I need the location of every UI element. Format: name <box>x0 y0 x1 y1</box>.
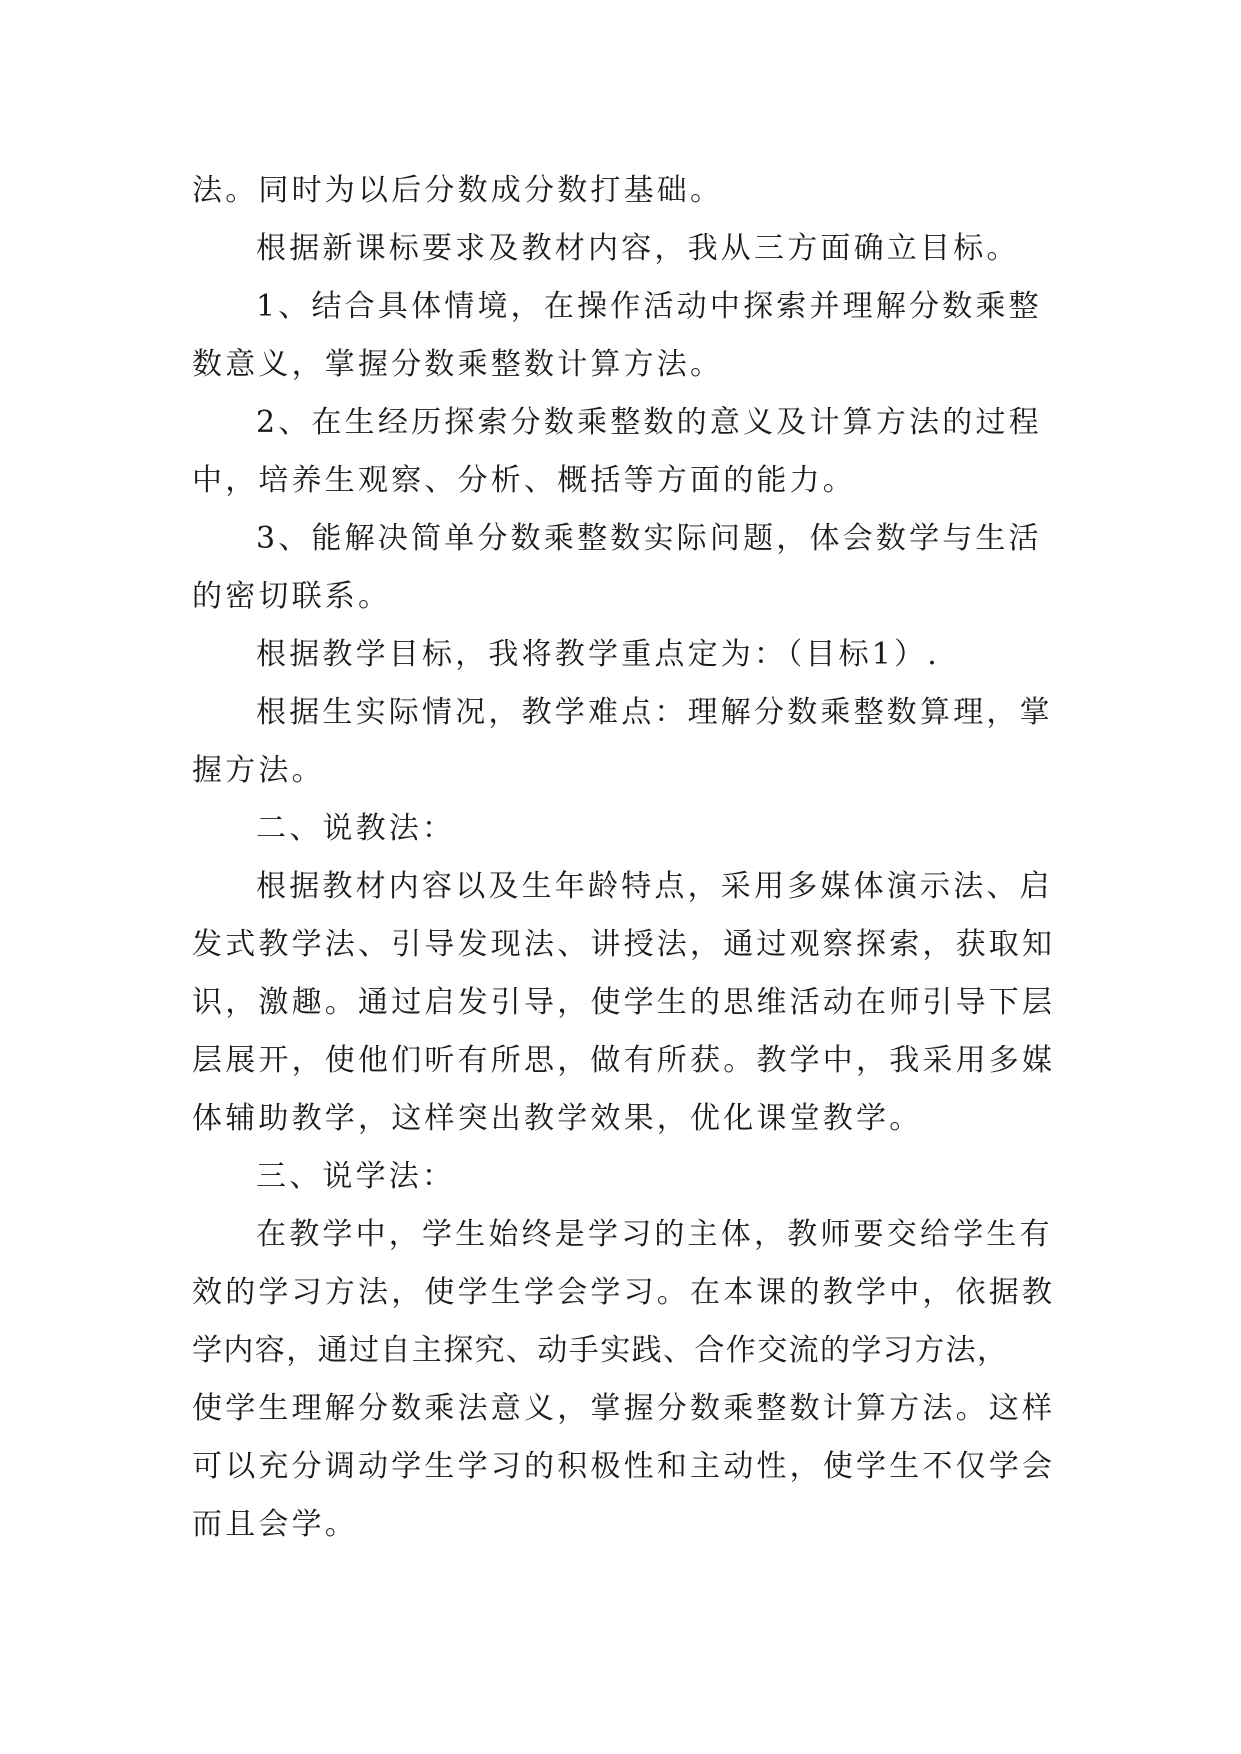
text-line: 中，培养生观察、分析、概括等方面的能力。 <box>192 463 856 498</box>
text-line: 的密切联系。 <box>192 579 392 614</box>
document-body <box>192 162 1056 1554</box>
section-heading: 三、说学法： <box>256 1159 456 1194</box>
text-line: 层展开，使他们听有所思，做有所获。教学中，我采用多媒 <box>192 1043 1056 1078</box>
text-line: 在教学中，学生始终是学习的主体，教师要交给学生有 <box>256 1217 1053 1252</box>
text-line: 根据新课标要求及教材内容，我从三方面确立目标。 <box>256 231 1020 266</box>
text-line: 根据教学目标，我将教学重点定为：（目标1）. <box>256 637 941 672</box>
text-line: 可以充分调动学生学习的积极性和主动性，使学生不仅学会 <box>192 1449 1056 1484</box>
text-line: 效的学习方法，使学生学会学习。在本课的教学中，依据教 <box>192 1275 1056 1310</box>
text-line: 2、在生经历探索分数乘整数的意义及计算方法的过程 <box>256 405 1042 440</box>
text-line: 1、结合具体情境，在操作活动中探索并理解分数乘整 <box>256 289 1042 324</box>
text-line: 使学生理解分数乘法意义，掌握分数乘整数计算方法。这样 <box>192 1391 1056 1426</box>
text-line: 握方法。 <box>192 753 325 788</box>
text-line: 根据教材内容以及生年龄特点，采用多媒体演示法、启 <box>256 869 1053 904</box>
text-line: 数意义，掌握分数乘整数计算方法。 <box>192 347 724 382</box>
text-line: 学内容，通过自主探究、动手实践、合作交流的学习方法， <box>192 1333 1009 1368</box>
text-line: 体辅助教学，这样突出教学效果，优化课堂教学。 <box>192 1101 923 1136</box>
text-line: 识，激趣。通过启发引导，使学生的思维活动在师引导下层 <box>192 985 1056 1020</box>
section-heading: 二、说教法： <box>256 811 456 846</box>
text-line: 法。同时为以后分数成分数打基础。 <box>192 173 724 208</box>
text-line: 根据生实际情况，教学难点：理解分数乘整数算理，掌 <box>256 695 1053 730</box>
text-line: 发式教学法、引导发现法、讲授法，通过观察探索，获取知 <box>192 927 1056 962</box>
text-line: 3、能解决简单分数乘整数实际问题，体会数学与生活 <box>256 521 1042 556</box>
text-line: 而且会学。 <box>192 1507 358 1542</box>
